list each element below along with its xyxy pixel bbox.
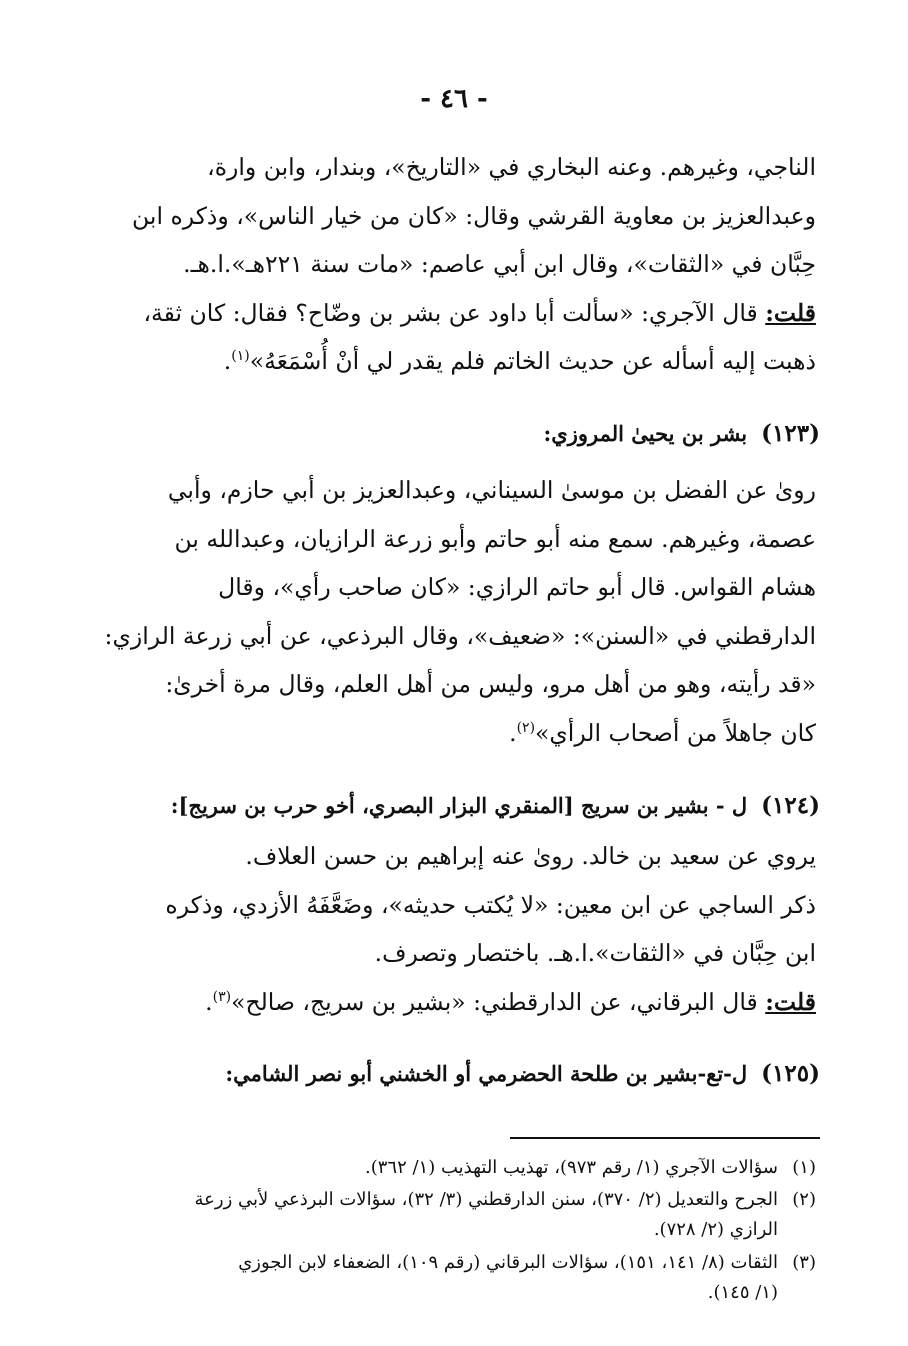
text-line: حِبَّان في «الثقات»، وقال ابن أبي عاصم: «مات سنة ٢٢١هـ».ا.هـ. <box>183 250 816 278</box>
text-line: ذكر الساجي عن ابن معين: «لا يُكتب حديثه»، وضَعَّفَهُ الأزدي، وذكره <box>165 890 816 919</box>
paragraph-continuation <box>86 143 816 386</box>
text-line: «قد رأيته، وهو من أهل مرو، وليس من أهل العلم، وقال مرة أخرىٰ: <box>165 670 816 698</box>
footnote-text: الجرح والتعديل (٢/ ٣٧٠)، سنن الدارقطني (٣/ ٣٢)، سؤالات البرذعي لأبي زرعة <box>194 1189 778 1210</box>
entry-title: بشر بن يحيىٰ المروزي: <box>543 421 748 446</box>
qult-text: قال الآجري: «سألت أبا داود عن بشر بن وضّاح؟ فقال: كان ثقة، <box>143 298 766 327</box>
entry-number: (١٢٤) <box>761 792 820 819</box>
text-line: الدارقطني في «السنن»: «ضعيف»، وقال البرذعي، عن أبي زرعة الرازي: <box>104 621 816 650</box>
footnote-divider <box>510 1137 820 1139</box>
text-line <box>86 289 816 338</box>
footnote-1 <box>86 1153 816 1183</box>
footnote-text: الرازي (٢/ ٧٢٨). <box>653 1219 778 1240</box>
footnote-number: (٢) <box>792 1189 816 1210</box>
footnote-number: (١) <box>792 1157 816 1178</box>
footnote-ref: (٣) <box>212 988 232 1005</box>
footnote-text: سؤالات الآجري (١/ رقم ٩٧٣)، تهذيب التهذيب (١/ ٣٦٢). <box>364 1157 778 1178</box>
text-line: رویٰ عن الفضل بن موسیٰ السيناني، وعبدالعزيز بن أبي حازم، وأبي <box>167 476 816 504</box>
entry-heading-125 <box>225 1060 820 1087</box>
footnote-number: (٣) <box>792 1252 816 1273</box>
footnote-ref: (٢) <box>516 719 536 736</box>
text-line: كان جاهلاً من أصحاب الرأي»$^{(٢)}$. <box>509 718 816 747</box>
text-line: الناجي، وغيرهم. وعنه البخاري في «التاريخ»، وبندار، وابن وارة، <box>207 153 816 181</box>
footnote-2 <box>86 1185 816 1245</box>
text-line: قلت: قال البرقاني، عن الدارقطني: «بشير بن سريج، صالح»$^{(٣)}$. <box>205 987 816 1016</box>
text-line: ذهبت إليه أسأله عن حديث الخاتم فلم يقدر لي أنْ أُسْمَعَهُ»$^{(١)}$. <box>223 347 816 375</box>
page-number: - ٤٦ - <box>420 84 488 114</box>
footnote-3 <box>86 1248 816 1308</box>
entry-number: (١٢٣) <box>761 420 820 447</box>
text-line: ابن حِبَّان في «الثقات».ا.هـ. باختصار وتصرف. <box>374 939 816 967</box>
entry-heading-124 <box>171 792 820 819</box>
text-line: وعبدالعزيز بن معاوية القرشي وقال: «كان من خيار الناس»، وذكره ابن <box>132 201 816 230</box>
entry-title: ل-تع-بشير بن طلحة الحضرمي أو الخشني أبو نصر الشامي: <box>225 1061 748 1086</box>
text-line: هشام القواس. قال أبو حاتم الرازي: «كان صاحب رأي»، وقال <box>218 573 816 601</box>
footnote-text: (١/ ١٤٥). <box>707 1282 778 1303</box>
entry-title: ل - بشير بن سريج [المنقري البزار البصري، أخو حرب بن سريج]: <box>170 793 748 818</box>
text-line: عصمة، وغيرهم. سمع منه أبو حاتم وأبو زرعة الرازيان، وعبدالله بن <box>174 524 816 553</box>
footnote-text: الثقات (٨/ ١٤١، ١٥١)، سؤالات البرقاني (رقم ١٠٩)، الضعفاء لابن الجوزي <box>238 1252 778 1273</box>
entry-heading-123 <box>544 420 820 447</box>
qult-text: قال البرقاني، عن الدارقطني: «بشير بن سريج، صالح» <box>231 987 766 1016</box>
entry-number: (١٢٥) <box>761 1060 820 1087</box>
text-line: يروي عن سعيد بن خالد. رویٰ عنه إبراهيم بن حسن العلاف. <box>245 842 816 870</box>
footnote-ref: (١) <box>231 348 250 365</box>
qult-label: قلت: <box>765 298 816 327</box>
qult-label: قلت: <box>765 987 816 1016</box>
paragraph-entry-124 <box>86 832 816 1026</box>
paragraph-entry-123 <box>86 466 816 757</box>
